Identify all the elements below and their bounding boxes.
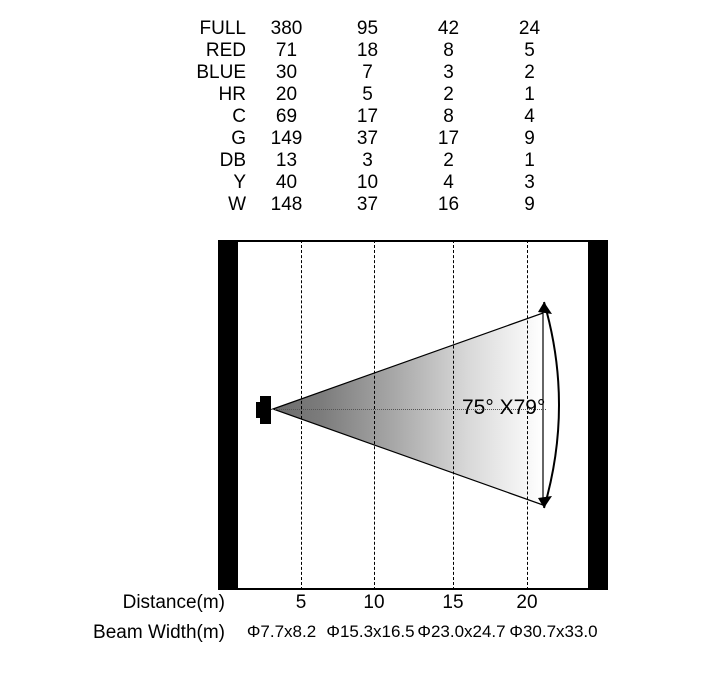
distance-value-15: 15 [442,592,464,613]
cell-y-5m: 40 [275,172,298,193]
cell-db-15m: 2 [443,150,454,171]
cell-w-15m: 16 [437,194,460,215]
table-row [150,150,570,172]
cell-g-20m: 9 [524,128,535,149]
cell-full-20m: 24 [518,18,541,39]
cell-blue-20m: 2 [524,62,535,83]
cell-y-20m: 3 [524,172,535,193]
table-row [150,172,570,194]
gridline-10m [374,240,375,590]
cell-w-5m: 148 [270,194,303,215]
gridline-15m [453,240,454,590]
cell-db-20m: 1 [524,150,535,171]
cell-blue-15m: 3 [443,62,454,83]
table-row [150,194,570,216]
cell-red-20m: 5 [524,40,535,61]
table-row [150,62,570,84]
table-row [150,128,570,150]
gridline-5m [301,240,302,590]
beam-width-row [0,622,723,652]
row-label-blue: BLUE [196,62,246,83]
cell-full-10m: 95 [356,18,379,39]
cell-red-5m: 71 [275,40,298,61]
row-label-c: C [232,106,246,127]
cell-db-5m: 13 [275,150,298,171]
beam-width-caption: Beam Width(m) [93,622,225,643]
cell-hr-20m: 1 [524,84,535,105]
cell-full-15m: 42 [437,18,460,39]
cell-hr-5m: 20 [275,84,298,105]
cell-g-5m: 149 [270,128,303,149]
photometric-table [150,18,570,216]
row-label-hr: HR [218,84,246,105]
axis-labels [0,592,723,652]
row-label-db: DB [219,150,246,171]
luminaire-icon [256,396,274,424]
beam-width-value-5m: Φ7.7x8.2 [246,622,317,641]
row-label-y: Y [233,172,246,193]
cell-g-10m: 37 [356,128,379,149]
cell-c-20m: 4 [524,106,535,127]
left-wall-bar [218,240,238,590]
table-row [150,40,570,62]
table-row [150,18,570,40]
cell-y-15m: 4 [443,172,454,193]
beam-angle-label: 75° X79° [462,396,546,419]
row-label-w: W [228,194,246,215]
right-wall-bar [588,240,608,590]
table-row [150,106,570,128]
photometric-table-grid [150,18,570,216]
cell-full-5m: 380 [270,18,303,39]
cell-red-15m: 8 [443,40,454,61]
cell-hr-15m: 2 [443,84,454,105]
cell-c-5m: 69 [275,106,298,127]
cell-c-15m: 8 [443,106,454,127]
cell-c-10m: 17 [356,106,379,127]
distance-caption: Distance(m) [122,592,225,613]
distance-value-5: 5 [295,592,307,613]
distance-value-10: 10 [363,592,385,613]
row-label-g: G [231,128,246,149]
distance-value-20: 20 [516,592,538,613]
cell-red-10m: 18 [356,40,379,61]
cell-w-10m: 37 [356,194,379,215]
beam-width-value-15m: Φ23.0x24.7 [417,622,506,641]
cell-g-15m: 17 [437,128,460,149]
cell-db-10m: 3 [362,150,373,171]
cell-w-20m: 9 [524,194,535,215]
table-row [150,84,570,106]
cell-hr-10m: 5 [362,84,373,105]
row-label-full: FULL [199,18,246,39]
cell-blue-5m: 30 [275,62,298,83]
beam-width-value-20m: Φ30.7x33.0 [509,622,598,641]
distance-row [0,592,723,622]
cell-y-10m: 10 [356,172,379,193]
beam-width-value-10m: Φ15.3x16.5 [326,622,415,641]
luminaire-body [260,396,271,424]
cell-blue-10m: 7 [362,62,373,83]
row-label-red: RED [205,40,246,61]
